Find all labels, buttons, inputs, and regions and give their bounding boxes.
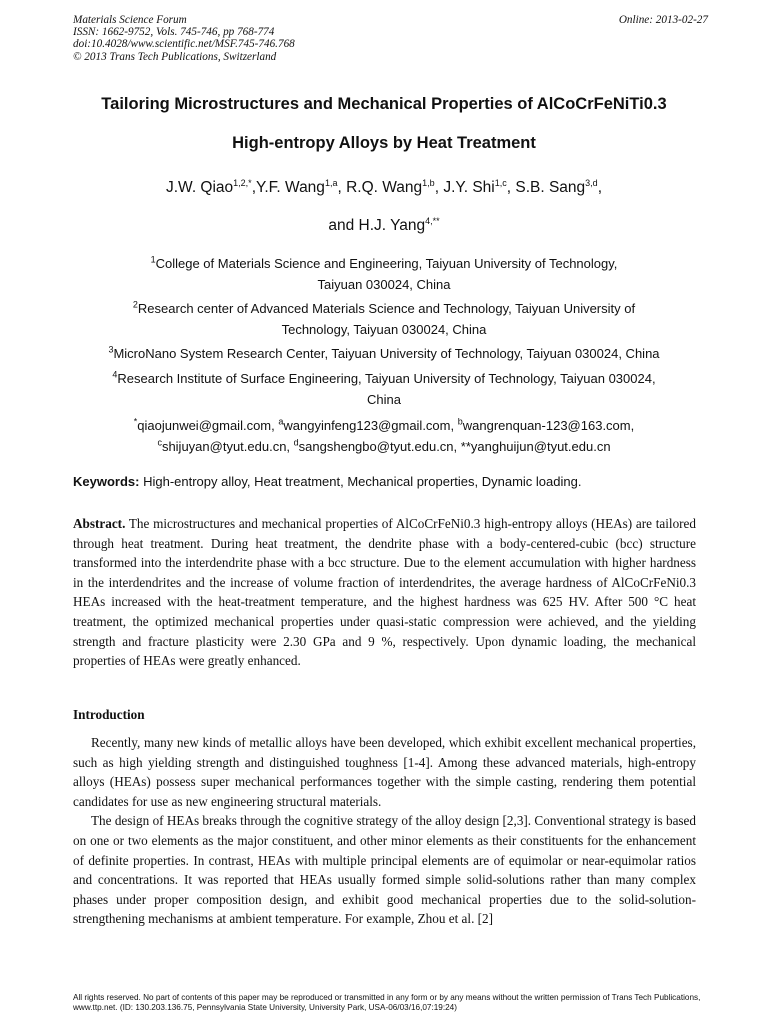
abstract-label: Abstract. — [73, 516, 126, 531]
journal-doi: doi:10.4028/www.scientific.net/MSF.745-746.768 — [73, 38, 295, 51]
keywords-label: Keywords: — [73, 474, 140, 489]
affiliation-sup: 1 — [150, 254, 156, 265]
affiliation-line: Research center of Advanced Materials Science and Technology, Taiyuan University of — [137, 301, 636, 316]
affiliation-4 — [60, 368, 708, 410]
affiliation-line: Research Institute of Surface Engineering, Taiyuan University of Technology, Taiyuan 030024, — [117, 371, 656, 386]
author-name: H.J. Yang — [358, 217, 426, 234]
journal-issn: ISSN: 1662-9752, Vols. 745-746, pp 768-774 — [73, 26, 275, 39]
email-sup: * — [133, 416, 138, 427]
author-name: R.Q. Wang — [346, 179, 423, 196]
email-sup: a — [278, 416, 284, 427]
affiliation-sup: 2 — [132, 299, 138, 310]
author-name: S.B. Sang — [515, 179, 586, 196]
keywords — [73, 474, 708, 489]
author-name: J.Y. Shi — [443, 179, 495, 196]
online-date: Online: 2013-02-27 — [618, 14, 708, 26]
affiliation-1 — [60, 253, 708, 295]
journal-name: Materials Science Forum — [73, 14, 187, 26]
email-sup: b — [457, 416, 463, 427]
paper-title-line2: High-entropy Alloys by Heat Treatment — [232, 134, 536, 152]
author-affil-sup: 1,a — [324, 177, 338, 188]
affiliation-3 — [60, 343, 708, 364]
affiliation-2 — [60, 298, 708, 340]
keywords-text: High-entropy alloy, Heat treatment, Mechanical properties, Dynamic loading. — [139, 474, 582, 489]
email-address[interactable]: shijuyan@tyut.edu.cn, — [161, 439, 294, 454]
affiliation-line: China — [367, 392, 401, 407]
author-name: J.W. Qiao — [165, 179, 234, 196]
affiliation-line: MicroNano System Research Center, Taiyuan University of Technology, Taiyuan 030024, China — [113, 346, 660, 361]
abstract — [73, 514, 696, 671]
author-affil-sup: 1,2,* — [233, 177, 252, 188]
affiliation-line: College of Materials Science and Engineering, Taiyuan University of Technology, — [155, 256, 618, 271]
affiliation-line: Technology, Taiyuan 030024, China — [281, 322, 487, 337]
author-affil-sup: 1,c — [494, 177, 507, 188]
email-sup: c — [157, 437, 162, 448]
email-address[interactable]: qiaojunwei@gmail.com, — [137, 418, 279, 433]
author-affil-sup: 3,d — [585, 177, 598, 188]
email-sup: d — [293, 437, 299, 448]
email-list — [60, 415, 708, 457]
paragraph: The design of HEAs breaks through the cognitive strategy of the alloy design [2,3]. Conventional strategy is based on one or two elements as the major constituent, and other minor elements as their constituents for the enhancement of definite properties. In contrast, HEAs with multiple principal elements are of equimolar or near-equimolar ratios and concentrations. It was reported that HEAs usually formed simple solid-solutions rather than many complex phases under proper composition design, and exhibit good mechanical properties due to the solid-solution-strengthening mechanisms at ambient temperature. For example, Zhou et al. [2] — [73, 813, 696, 927]
paper-title-line1: Tailoring Microstructures and Mechanical Properties of AlCoCrFeNiTi0.3 — [101, 95, 667, 113]
introduction-body — [73, 733, 696, 929]
author-affil-sup: 1,b — [422, 177, 435, 188]
journal-header — [73, 14, 708, 63]
author-name: Y.F. Wang — [256, 179, 325, 196]
author-list-last — [40, 217, 728, 235]
affiliation-sup: 3 — [108, 344, 114, 355]
journal-copyright: © 2013 Trans Tech Publications, Switzerland — [73, 50, 277, 63]
author-list: J.W. Qiao$^{1,2,*}$,Y.F. Wang$^{1,a}$, R.Q. Wang$^{1,b}$, J.Y. Shi$^{1,c}$, S.B. Sang$^{3,d}$, — [165, 177, 602, 196]
affiliation-line: Taiyuan 030024, China — [317, 277, 451, 292]
author-affil-sup: 4,** — [425, 215, 440, 226]
rights-footer: All rights reserved. No part of contents of this paper may be reproduced or transmitted in any form or by any means without the written permission of Trans Tech Publications, www.ttp.net. (ID: 130.203.136.75, Pennsylvania State University, University Park, USA-06/03/16,07:19:24) — [73, 993, 701, 1012]
abstract-text: The microstructures and mechanical properties of AlCoCrFeNi0.3 high-entropy alloys (HEAs) are tailored through heat treatment. During heat treatment, the dendrite phase with a body-centered-cubic (bcc) structure transformed into the interdendrite phase with a bcc structure. Due to the element accumulation with higher hardness in the interdendrites and the increase of volume fraction of interdendrites, the average hardness of AlCoCrFeNi0.3 HEAs increased with the heat-treatment temperature, and the highest hardness was 625 HV. After 500 °C heat treatment, the optimized mechanical properties under quasi-static compression were achieved, and the yielding strength and fracture plasticity were 2.30 GPa and 9 %, respectively. Upon dynamic loading, the mechanical properties of HEAs were greatly enhanced. — [73, 516, 696, 669]
email-address[interactable]: wangyinfeng123@gmail.com, — [283, 418, 458, 433]
affiliation-sup: 4 — [112, 369, 118, 380]
email-address[interactable]: wangrenquan-123@163.com, — [462, 418, 635, 433]
author-conjunction: and — [328, 217, 359, 234]
email-address[interactable]: sangshengbo@tyut.edu.cn, **yanghuijun@tyut.edu.cn — [298, 439, 611, 454]
section-heading-introduction: Introduction — [73, 707, 145, 722]
paragraph: Recently, many new kinds of metallic alloys have been developed, which exhibit excellent mechanical properties, such as high yielding strength and distinguished toughness [1-4]. Among these advanced materials, high-entropy alloys (HEAs) possess super mechanical performances together with the simple casting, rendering them potential candidates for use as new engineering structural materials. — [73, 735, 696, 809]
